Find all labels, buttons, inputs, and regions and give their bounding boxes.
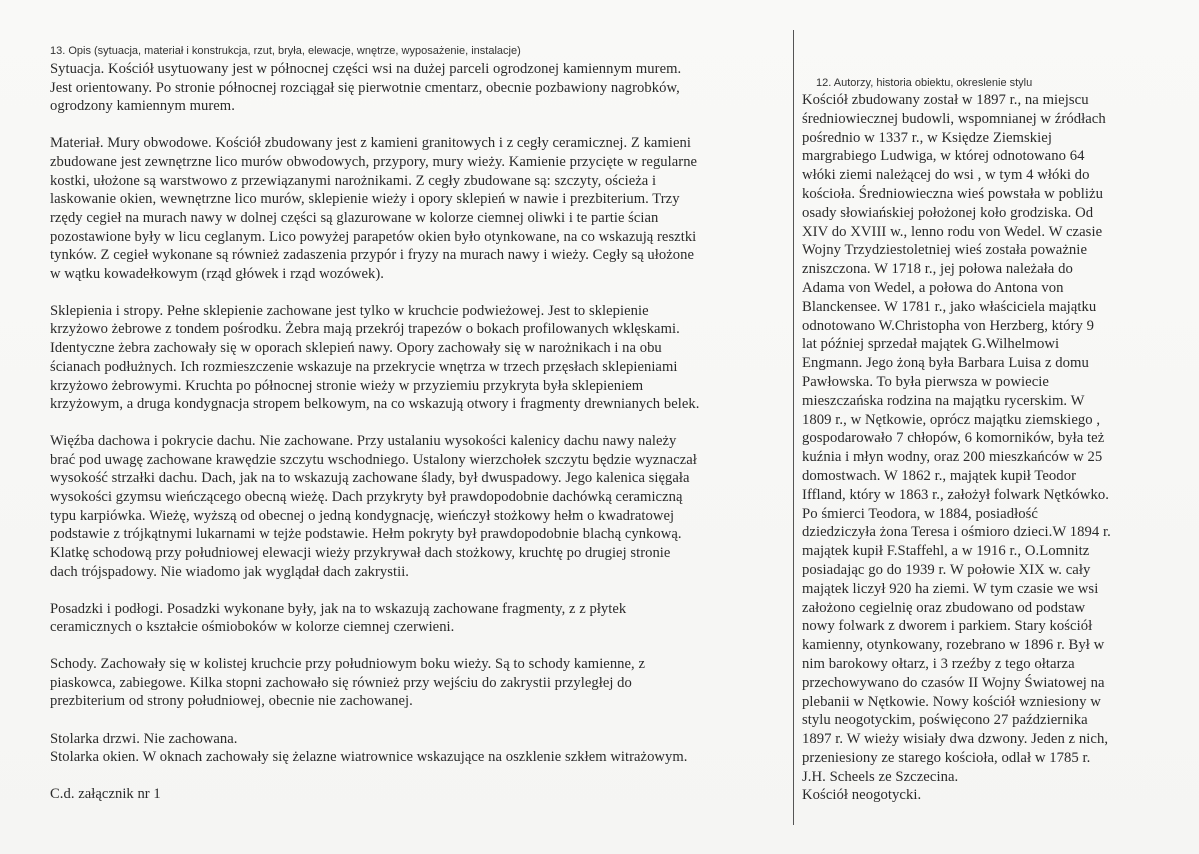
history-column: [802, 77, 1162, 805]
paragraph-stairs: Schody. Zachowały się w kolistej kruchcie przy południowym boku wieży. Są to schody kamienne, z piaskowca, zabiegowe. Kilka stopni zachowało się również przy wejściu do zakrystii przyległej do prezbiterium od strony południowej, obecnie nie zachowanej.: [50, 655, 645, 710]
paragraph-material: Materiał. Mury obwodowe. Kościół zbudowany jest z kamieni granitowych i z cegły ceramicznej. Z kamieni zbudowane jest zewnętrzne lico murów obwodowych, przypory, mury wieży. Kamienie przycięte w regularne kostki, ułożone są warstwowo z przewiązanymi narożnikami. Z cegły zbudowane są: szczyty, ościeża i laskowanie okien, wewnętrzne lico murów, sklepienie wieży i opory sklepień w nawie i prezbiterium. Trzy rzędy cegieł na murach nawy w dolnej części są glazurowane w kolorze ciemnej oliwki i te partie ścian pozostawione były w licu ceglanym. Lico powyżej parapetów okien było otynkowane, na co wskazują resztki tynków. Z cegieł wykonane są również zadaszenia przypór i fryzy na murach nawy i wieży. Cegły są ułożone w wątku kowadełkowym (rząd główek i rząd wozówek).: [50, 135, 698, 283]
paragraph-roof: Więźba dachowa i pokrycie dachu. Nie zachowane. Przy ustalaniu wysokości kalenicy dachu nawy należy brać pod uwagę zachowane krawędzie szczytu wschodniego. Ustalony wierzchołek szczytu będzie wyznaczał wysokość strzałki dachu. Dach, jak na to wskazują zachowane ślady, był dwuspadowy. Jego kalenica sięgała wysokości gzymsu wieńczącego obecną wieżę. Dach przykryty był prawdopodobnie dachówką ceramiczną typu karpiówka. Wieżę, wyższą od obecnej o jedną kondygnację, wieńczył stożkowy hełm o kwadratowej podstawie z trójkątnymi lukarnami w tejże podstawie. Hełm pokryty był prawdopodobnie blachą cynkową. Klatkę schodową przy południowej elewacji wieży przykrywał dach stożkowy, kruchtę po drugiej stronie dach trójspadowy. Nie wiadomo jak wyglądał dach zakrystii.: [50, 432, 697, 580]
continuation-note: C.d. załącznik nr 1: [50, 786, 161, 802]
column-divider: [793, 30, 794, 825]
paragraph-situation: Sytuacja. Kościół usytuowany jest w północnej części wsi na dużej parceli ogrodzonej kamiennym murem. Jest orientowany. Po stronie północnej rozciągał się pierwotnie cmentarz, obecnie pozbawiony nagrobków, ogrodzony kamiennym murem.: [50, 61, 682, 115]
description-column: [50, 45, 790, 804]
paragraph-history: Kościół zbudowany został w 1897 r., na miejscu średniowiecznej budowli, wspomnianej w źródłach pośrednio w 1337 r., w Księdze Ziemskiej margrabiego Ludwiga, w której odnotowano 64 włóki ziemi należącej do wsi , w tym 4 włóki do kościoła. Średniowieczna wieś powstała w pobliżu osady słowiańskiej położonej koło grodziska. Od XIV do XVIII w., lenno rodu von Wedel. W czasie Wojny Trzydziestoletniej wieś została poważnie zniszczona. W 1718 r., jej połowa należała do Adama von Wedel, a połowa do Antona von Blanckensee. W 1781 r., jako właściciela majątku odnotowano W.Christopha von Herzberg, który 9 lat później sprzedał majątek G.Wilhelmowi Engmann. Jego żoną była Barbara Luisa z domu Pawłowska. To była pierwsza w powiecie mieszczańska rodzina na majątku rycerskim. W 1809 r., w Nętkowie, oprócz majątku ziemskiego , gospodarowało 7 chłopów, 6 komorników, była też kuźnia i młyn wodny, oraz 200 mieszkańców w 25 domostwach. W 1862 r., majątek kupił Teodor Iffland, który w 1863 r., założył folwark Nętkówko. Po śmierci Teodora, w 1884, posiadłość dziedziczyła żona Teresa i ośmioro dzieci.W 1894 r. majątek kupił F.Staffehl, a w 1916 r., O.Lomnitz posiadając go do 1939 r. W połowie XIX w. cały majątek liczył 920 ha ziemi. W tym czasie we wsi założono cegielnię oraz zbudowano od podstaw nowy folwark z dworem i parkiem. Stary kościół kamienny, otynkowany, rozebrano w 1896 r. Był w nim barokowy ołtarz, i 3 rzeźby z tego ołtarza przechowywano do czasów II Wojny Światowej na plebanii w Nętkowie. Nowy kościół wzniesiony w stylu neogotyckim, poświęcono 27 października 1897 r. W wieży wisiały dwa dzwony. Jeden z nich, przeniesiony ze starego kościoła, odlał w 1785 r. J.H. Scheels ze Szczecina. Kościół neogotycki.: [802, 92, 1111, 804]
paragraph-floors: Posadzki i podłogi. Posadzki wykonane były, jak na to wskazują zachowane fragmenty, z z płytek ceramicznych o kształcie ośmioboków w kolorze ciemnej czerwieni.: [50, 600, 627, 636]
section-13-heading: 13. Opis (sytuacja, materiał i konstrukcja, rzut, bryła, elewacje, wnętrze, wyposażenie, instalacje): [50, 45, 521, 57]
paragraph-vaults: Sklepienia i stropy. Pełne sklepienie zachowane jest tylko w kruchcie podwieżowej. Jest to sklepienie krzyżowo żebrowe z tondem pośrodku. Żebra mają przekrój trapezów o bokach profilowanych wklęskami. Identyczne żebra zachowały się w oporach sklepień nawy. Opory zachowały się w narożnikach i na obu ścianach podłużnych. Ich rozmieszczenie wskazuje na przekrycie wnętrza w trzech przęsłach sklepieniami krzyżowo żebrowymi. Kruchta po północnej stronie wieży w przyziemiu przykryta była sklepieniem krzyżowym, a druga kondygnacja stropem belkowym, na co wskazują otwory i fragmenty drewnianych belek.: [50, 302, 700, 413]
section-12-heading: 12. Autorzy, historia obiektu, okreslenie stylu: [816, 77, 1033, 89]
paragraph-joinery: Stolarka drzwi. Nie zachowana. Stolarka okien. W oknach zachowały się żelazne wiatrownice wskazujące na oszklenie szkłem witrażowym.: [50, 730, 688, 766]
